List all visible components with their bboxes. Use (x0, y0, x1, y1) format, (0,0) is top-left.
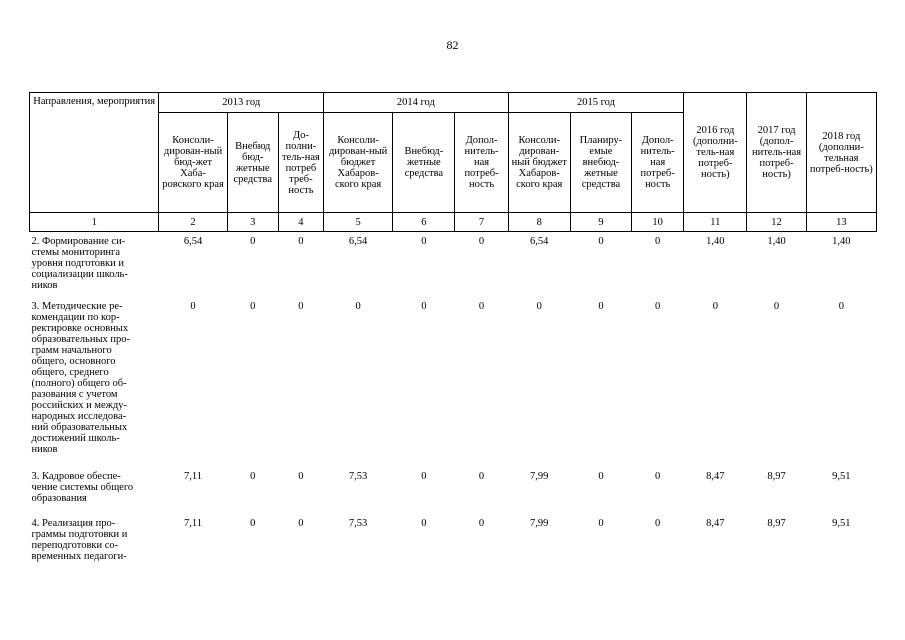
column-number: 9 (570, 213, 631, 232)
table-cell-value: 0 (250, 301, 256, 312)
header-year-2015: 2015 год (508, 93, 684, 113)
header-directions: Направления, мероприятия (30, 93, 159, 213)
header-sub-consolidated-budget: Консоли-дирован-ный бюджет Хабаров-ского края (508, 113, 570, 213)
description-line: чение системы общего (31, 482, 134, 493)
table-cell-value: 7,11 (184, 471, 203, 482)
table-cell-value: 6,54 (530, 236, 549, 247)
table-header (30, 93, 877, 232)
table-cell-value: 7,99 (530, 518, 549, 529)
description-line: ников (31, 444, 58, 455)
table-cell-value: 0 (421, 471, 427, 482)
header-sub-planned-extrabudgetary: Планиру-емые внебюд-жетные средства (570, 113, 631, 213)
column-number: 1 (30, 213, 159, 232)
row-description (30, 514, 159, 562)
table-cell-value: 0 (598, 301, 604, 312)
header-sub-consolidated-budget: Консоли-дирован-ный бюджет Хабаров-ского края (324, 113, 393, 213)
description-line: (полного) общего об- (31, 378, 127, 389)
column-number: 6 (393, 213, 455, 232)
description-line: граммы подготовки и (31, 529, 128, 540)
header-sub-additional-need: До-полни-тель-ная потреб треб-ность (278, 113, 323, 213)
header-sub-extrabudgetary: Внебюд-жетные средства (393, 113, 455, 213)
description-line: общего, основного (31, 356, 116, 367)
row-description (30, 467, 159, 514)
table-cell-value: 7,99 (530, 471, 549, 482)
description-line: комендации по кор- (31, 312, 120, 323)
column-number: 3 (227, 213, 278, 232)
table-cell-value: 0 (773, 301, 780, 312)
column-number: 5 (324, 213, 393, 232)
description-line: образовательных про- (31, 334, 130, 345)
description-line: разования с учетом (31, 389, 118, 400)
table-cell-value: 0 (598, 236, 604, 247)
description-line: 3. Кадровое обеспе- (31, 471, 121, 482)
table-cell-value: 7,11 (184, 518, 203, 529)
table-cell-value: 0 (250, 236, 256, 247)
description-line: 2. Формирование си- (31, 236, 126, 247)
table-row (30, 467, 877, 514)
table-cell-value: 0 (598, 518, 604, 529)
description-line: народных исследова- (31, 411, 127, 422)
row-description (30, 232, 159, 298)
table-cell-value: 8,47 (706, 471, 725, 482)
table-cell-value: 0 (655, 301, 661, 312)
description-line: ректировке основных (31, 323, 129, 334)
table-cell-value: 8,97 (767, 471, 786, 482)
column-number: 7 (455, 213, 508, 232)
description-line: образования (31, 493, 87, 504)
description-line: грамм начального (31, 345, 112, 356)
table-cell-value: 6,54 (183, 236, 203, 247)
table-row (30, 232, 877, 298)
table-cell-value: 0 (478, 236, 485, 247)
table-cell-value: 0 (536, 301, 542, 312)
description-line: 4. Реализация про- (31, 518, 116, 529)
description-line: российских и между- (31, 400, 127, 411)
column-number: 13 (806, 213, 876, 232)
table-cell-value: 0 (298, 471, 304, 482)
row-description (30, 297, 159, 467)
table-cell-value: 0 (655, 471, 661, 482)
table-cell-value: 0 (298, 301, 304, 312)
table-cell-value: 0 (298, 236, 304, 247)
column-number: 4 (278, 213, 323, 232)
description-line: переподготовки со- (31, 540, 119, 551)
description-line: уровня подготовки и (31, 258, 124, 269)
header-year-2014: 2014 год (324, 93, 509, 113)
table-cell-value: 7,53 (348, 471, 368, 482)
table-cell-value: 1,40 (832, 236, 851, 247)
table-row (30, 297, 877, 467)
table-cell-value: 0 (478, 471, 485, 482)
header-sub-extrabudgetary: Внебюд бюд-жетные средства (227, 113, 278, 213)
description-line: общего, среднего (31, 367, 109, 378)
description-line: социализации школь- (31, 269, 128, 280)
table-row (30, 514, 877, 562)
table-cell-value: 0 (838, 301, 844, 312)
table-cell-value: 0 (421, 236, 427, 247)
table-cell-value: 0 (598, 471, 604, 482)
table-cell-value: 0 (712, 301, 718, 312)
header-sub-additional-need: Допол-нитель-ная потреб-ность (632, 113, 684, 213)
description-line: достижений школь- (31, 433, 120, 444)
table-cell-value: 0 (298, 518, 304, 529)
column-number: 10 (632, 213, 684, 232)
table-cell-value: 9,51 (832, 471, 851, 482)
header-sub-consolidated-budget: Консоли-дирован-ный бюд-жет Хаба-ровского края (159, 113, 227, 213)
column-number: 12 (747, 213, 806, 232)
table-cell-value: 8,97 (767, 518, 786, 529)
description-line: временных педагоги- (31, 551, 127, 562)
header-year-2018: 2018 год (дополни-тельная потреб-ность) (806, 93, 876, 213)
description-line: ний образовательных (31, 422, 128, 433)
table-cell-value: 0 (478, 301, 485, 312)
header-year-2017: 2017 год (допол-нитель-ная потреб-ность) (747, 93, 806, 213)
table-cell-value: 9,51 (832, 518, 851, 529)
table-body (30, 232, 877, 563)
table-cell-value: 0 (250, 518, 256, 529)
column-number: 2 (159, 213, 227, 232)
column-number: 8 (508, 213, 570, 232)
table-cell-value: 0 (250, 471, 256, 482)
header-sub-additional-need: Допол-нитель-ная потреб-ность (455, 113, 508, 213)
table-cell-value: 0 (421, 301, 427, 312)
table-cell-value: 6,54 (348, 236, 368, 247)
budget-table (29, 92, 877, 562)
table-cell-value: 1,40 (767, 236, 786, 247)
column-number: 11 (684, 213, 747, 232)
table-cell-value: 8,47 (706, 518, 725, 529)
table-cell-value: 1,40 (706, 236, 725, 247)
table-cell-value: 0 (478, 518, 485, 529)
description-line: стемы мониторинга (31, 247, 121, 258)
table-cell-value: 0 (190, 301, 196, 312)
header-year-2016: 2016 год (дополни-тель-ная потреб-ность) (684, 93, 747, 213)
table-cell-value: 0 (655, 518, 661, 529)
table-cell-value: 7,53 (348, 518, 368, 529)
table-cell-value: 0 (421, 518, 427, 529)
header-year-2013: 2013 год (159, 93, 324, 113)
description-line: 3. Методические ре- (31, 301, 123, 312)
table-cell-value: 0 (355, 301, 361, 312)
page-number: 82 (446, 38, 459, 52)
table-cell-value: 0 (655, 236, 661, 247)
description-line: ников (31, 280, 58, 291)
